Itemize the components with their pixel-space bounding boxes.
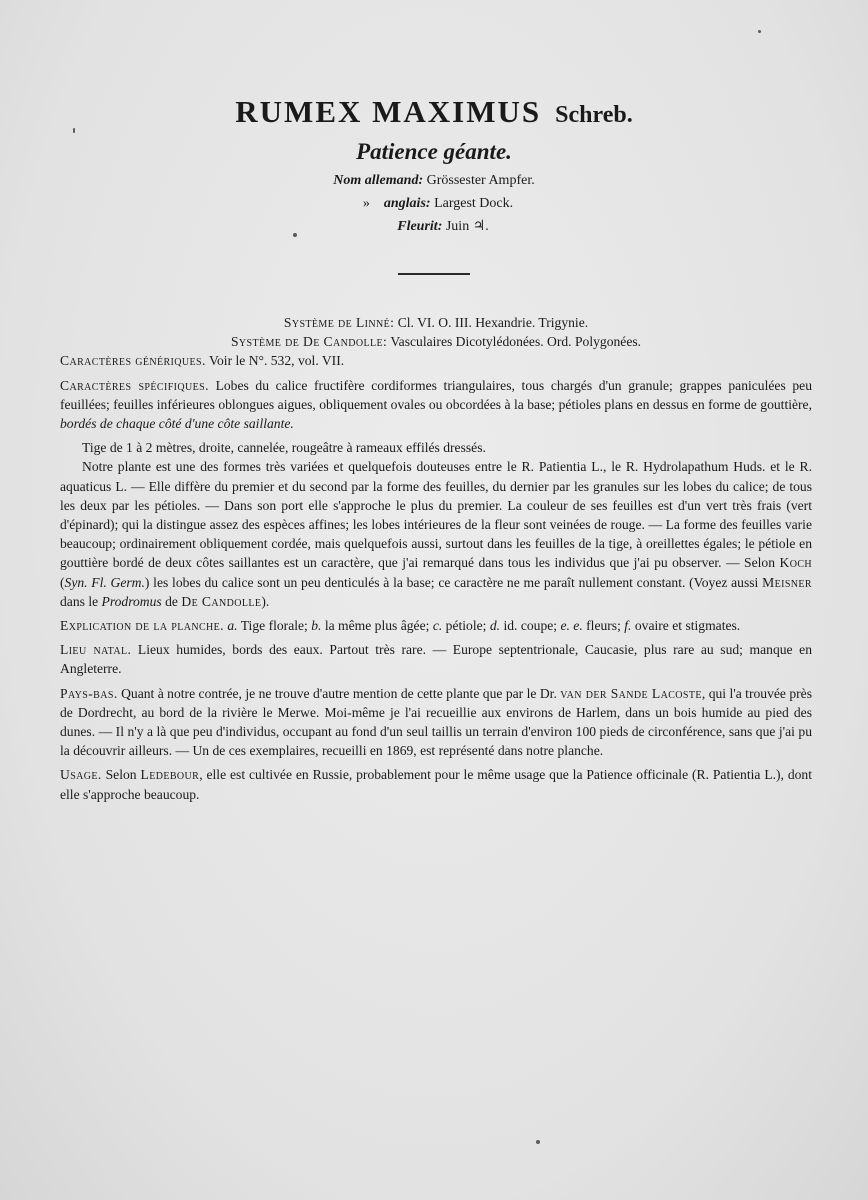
plate-label: Explication de la planche. [60,618,224,634]
german-name [0,169,868,192]
species-title [0,92,868,135]
fig-a: a. [227,618,238,634]
document-body [60,313,812,804]
linne-text: Cl. VI. O. III. Hexandrie. Trigynie. [397,315,589,330]
native-habitat [60,640,812,678]
generic-text: Voir le N°. 532, vol. VII. [208,353,345,369]
habitat-text: Lieux humides, bords des eaux. Partout très rare. — Europe septentrionale, Caucasie, plus rare au sud; manque en Angleterre. [60,642,812,677]
species-name: RUMEX MAXIMUS [235,94,542,129]
fig-d: d. [489,618,501,634]
paren-open: ( [60,574,65,590]
fig-e: e. e. [560,618,583,634]
netherlands-paragraph [60,684,812,761]
discussion-text-3: dans le [60,593,99,609]
specific-characters [60,376,812,434]
stem-description: Tige de 1 à 2 mètres, droite, cannelée, rougeâtre à rameaux effilés dressés. [82,440,486,456]
usage-label: Usage. [60,767,102,783]
common-name: Patience géante. [356,139,512,164]
generic-label: Caractères génériques. [60,353,206,369]
paper-speck [758,30,761,33]
paper-speck [293,233,297,237]
candolle-label: Système de De Candolle: [230,334,388,350]
fig-b-text: la même plus âgée; [324,618,430,634]
prodromus: Prodromus [101,593,162,609]
fig-d-text: id. coupe; [503,618,558,634]
fig-c-text: pétiole; [445,618,487,634]
author-lacoste: van der Sande Lacoste [560,685,702,701]
species-author: Schreb. [555,102,633,128]
candolle-text: Vasculaires Dicotylédonées. Ord. Polygonées. [390,334,642,350]
english-value: Largest Dock. [434,196,514,211]
german-value: Grössester Ampfer. [426,173,535,188]
specific-label: Caractères spécifiques. [60,377,209,393]
specific-text: Lobes du calice fructifère cordiformes triangulaires, tous chargés d'un granule; grappes paniculées peu feuillées; feuilles inférieures oblongues aigues, obliquement ovales ou obcordées à la base; pétioles plans en dessus en forme de gouttière, [60,377,813,412]
linne-label: Système de Linné: [283,315,395,330]
discussion-text-2: ) les lobes du calice sont un peu denticulés à la base; ce caractère ne me paraît nullement constant. (Voyez aussi [144,574,759,590]
candolle-system [60,332,812,351]
netherlands-text-2: , qui l'a trouvée près de Dordrecht, au bord de la rivière le Merwe. Moi-même je l'ai recueillie aux environs de Harlem, dans un bois humide au pied des dunes. — Il n'y a là que peu d'individus, occupant au fond d'un seul taillis un terrain d'environ 100 pieds de circonférence, sans que j'ai pu la découvrir ailleurs. — Un de ces exemplaires, recueilli en 1869, est représenté dans notre planche. [60,685,813,759]
english-label: anglais: [383,196,431,211]
specific-italic: bordés de chaque côté d'une côte saillante. [60,416,294,432]
habitat-label: Lieu natal. [60,642,132,658]
ditto-mark: » [362,196,370,211]
flowering-value: Juin ♃. [445,219,489,234]
discussion-text-4: de [165,593,178,609]
usage-text-1: Selon [105,767,137,783]
fig-c: c. [432,618,443,634]
flowering-time [0,215,868,238]
author-koch: Koch [779,555,813,571]
author-decandolle: De Candolle [181,593,262,609]
discussion-paragraph [60,457,812,611]
fig-a-text: Tige florale; [240,618,308,634]
discussion-text-1: Notre plante est une des formes très variées et quelquefois douteuses entre le R. Patientia L., le R. Hydrolapathum Huds. et le R. aquaticus L. — Elle diffère du premier et du second par la forme des feuilles, du dernier par les granules sur les lobes du calice; de tous les deux par les pétioles. — Dans son port elle s'approche le plus du premier. La couleur de ses feuilles est d'un vert très frais (vert d'épinard); qui la distingue assez des espèces affines; les lobes intérieures de la fleur sont veinées de rouge. — La forme des feuilles varie beaucoup; ordinairement obliquement cordée, mais quelquefois aussi, surtout dans les feuilles de la tige, à oreillettes égales; le pétiole en gouttière bordé de deux côtes saillantes est un caractère, que j'ai remarqué dans tous les individus que j'ai pu observer. — Selon [60,459,812,571]
netherlands-label: Pays-bas. [60,685,118,701]
linne-system [60,313,812,332]
vernacular-names [0,169,868,238]
paper-speck [536,1140,540,1144]
usage-text-2: , elle est cultivée en Russie, probablement pour le même usage que la Patience officinale (R. Patientia L.), dont elle s'approche beaucoup. [60,767,812,802]
netherlands-text-1: Quant à notre contrée, je ne trouve d'autre mention de cette plante que par le Dr. [121,685,557,701]
fig-f: f. [624,618,632,634]
english-name [0,192,868,215]
plate-explanation [60,616,812,635]
fig-e-text: fleurs; [586,618,621,634]
paper-speck [73,128,75,133]
header-divider [398,273,470,275]
author-ledebour: Ledebour [140,767,200,783]
flowering-label: Fleurit: [397,219,443,234]
fig-f-text: ovaire et stigmates. [634,618,741,634]
syn-fl-germ: Syn. Fl. Germ. [64,574,145,590]
fig-b: b. [311,618,322,634]
discussion-text-5: ). [261,593,270,609]
usage-paragraph [60,765,812,803]
page-header [0,92,868,238]
german-label: Nom allemand: [333,173,424,188]
generic-characters [60,351,812,370]
author-meisner: Meisner [762,574,812,590]
